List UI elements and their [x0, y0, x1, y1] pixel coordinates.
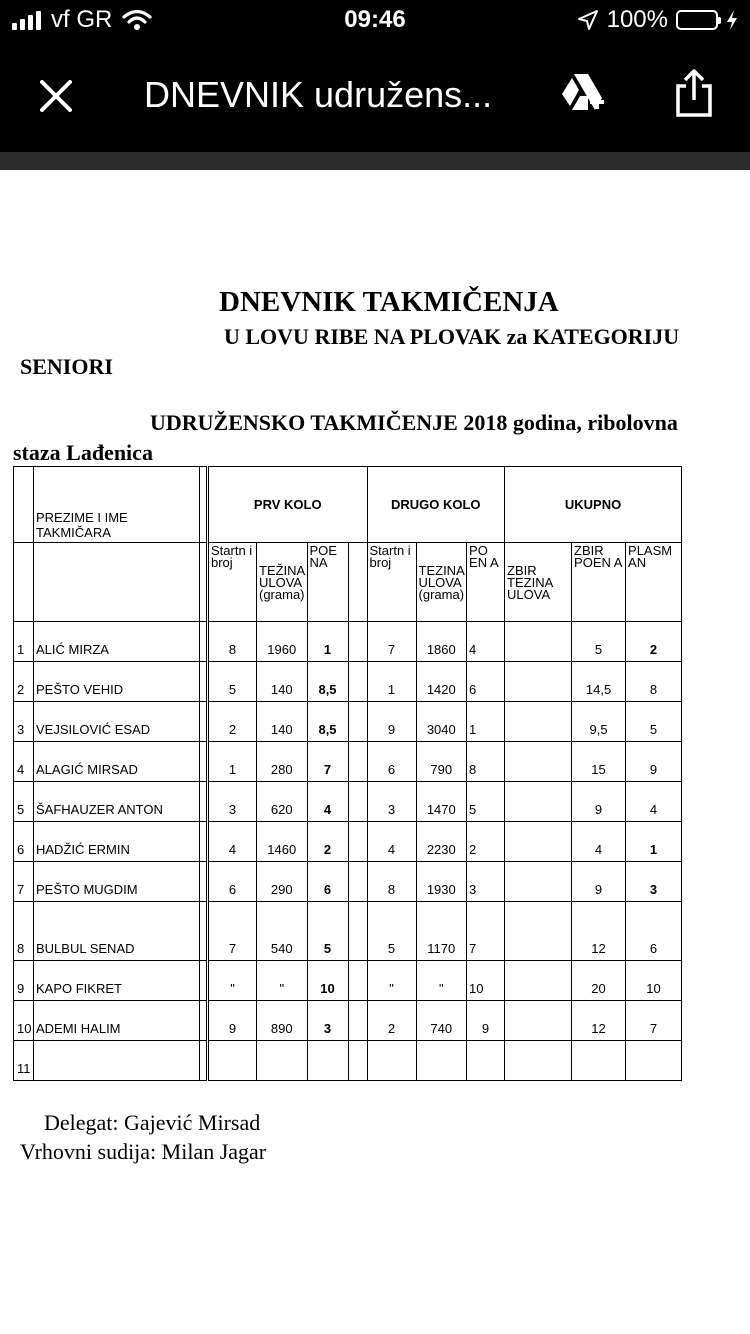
header-cell [200, 467, 208, 543]
catch-weight-2: 740 [416, 1001, 467, 1041]
competitor-name: ALAGIĆ MIRSAD [34, 742, 200, 782]
top-bar [0, 0, 750, 152]
total-points: 9 [572, 782, 626, 822]
placement: 9 [626, 742, 682, 782]
doc-subtitle: U LOVU RIBE NA PLOVAK za KATEGORIJU [224, 324, 680, 349]
total-weight [505, 961, 572, 1001]
catch-weight-1: 140 [257, 702, 308, 742]
placement: 4 [626, 782, 682, 822]
points-1: 1 [307, 622, 348, 662]
start-number-1 [208, 1041, 257, 1081]
table-group-header-row [14, 467, 682, 543]
spacer-cell [348, 782, 367, 822]
catch-weight-2: 1170 [416, 902, 467, 961]
viewer-divider [0, 152, 750, 170]
spacer-cell [348, 662, 367, 702]
table-row [14, 702, 682, 742]
total-weight [505, 1041, 572, 1081]
spacer-cell [348, 902, 367, 961]
spacer-cell [348, 1001, 367, 1041]
catch-weight-1: 890 [257, 1001, 308, 1041]
footer-judge: Vrhovni sudija: Milan Jagar [20, 1139, 267, 1164]
total-points: 20 [572, 961, 626, 1001]
total-points: 12 [572, 1001, 626, 1041]
add-to-drive-icon[interactable] [558, 72, 606, 118]
document-page [0, 170, 750, 1334]
doc-event-line1: UDRUŽENSKO TAKMIČENJE 2018 godina, ribolovna [150, 410, 678, 435]
location-arrow-icon [577, 9, 599, 31]
table-row [14, 782, 682, 822]
points-2: 5 [467, 782, 505, 822]
total-weight [505, 742, 572, 782]
close-icon[interactable] [38, 78, 74, 114]
competitor-name [34, 1041, 200, 1081]
points-2: 3 [467, 862, 505, 902]
battery-icon [676, 10, 718, 30]
doc-title: DNEVNIK TAKMIČENJA [219, 286, 559, 318]
catch-weight-2: 1930 [416, 862, 467, 902]
placement: 8 [626, 662, 682, 702]
start-number-1: 8 [208, 622, 257, 662]
placement-header: PLASM AN [626, 543, 682, 622]
start-number-1: 5 [208, 662, 257, 702]
table-row [14, 902, 682, 961]
competitor-name: VEJSILOVIĆ ESAD [34, 702, 200, 742]
total-points: 5 [572, 622, 626, 662]
competitor-name: ALIĆ MIRZA [34, 622, 200, 662]
start-number-1: " [208, 961, 257, 1001]
start-number-2: 3 [367, 782, 416, 822]
doc-category: SENIORI [20, 354, 113, 379]
start-number-2: 7 [367, 622, 416, 662]
spacer-cell [348, 622, 367, 662]
points-1: 5 [307, 902, 348, 961]
weight-header-1: TEŽINA ULOVA (grama) [257, 543, 308, 622]
placement: 6 [626, 902, 682, 961]
competitor-name: BULBUL SENAD [34, 902, 200, 961]
total-weight [505, 902, 572, 961]
status-right [577, 6, 738, 34]
placement: 5 [626, 702, 682, 742]
competitor-name: PEŠTO MUGDIM [34, 862, 200, 902]
charging-bolt-icon [726, 9, 738, 31]
total-weight [505, 662, 572, 702]
start-number-2: 1 [367, 662, 416, 702]
points-1 [307, 1041, 348, 1081]
battery-percent: 100% [606, 6, 668, 33]
catch-weight-1 [257, 1041, 308, 1081]
catch-weight-1: 540 [257, 902, 308, 961]
points-2 [467, 1041, 505, 1081]
total-weight-header: ZBIR TEZINA ULOVA [505, 543, 572, 622]
points-header-2: PO EN A [467, 543, 505, 622]
results-table [13, 466, 682, 1081]
catch-weight-2: 1860 [416, 622, 467, 662]
table-subheader-row [14, 543, 682, 622]
spacer-cell [348, 961, 367, 1001]
row-index: 9 [14, 961, 34, 1001]
points-2: 9 [467, 1001, 505, 1041]
table-row [14, 862, 682, 902]
points-1: 10 [307, 961, 348, 1001]
spacer-cell [348, 702, 367, 742]
catch-weight-1: 620 [257, 782, 308, 822]
competitor-name: HADŽIĆ ERMIN [34, 822, 200, 862]
table-row [14, 622, 682, 662]
header-cell [34, 543, 200, 622]
name-column-header: PREZIME I IME TAKMIČARA [34, 467, 200, 543]
spacer-cell [348, 862, 367, 902]
status-bar [0, 0, 750, 40]
points-1: 8,5 [307, 702, 348, 742]
spacer-cell [200, 742, 208, 782]
table-row [14, 822, 682, 862]
clock: 09:46 [344, 6, 406, 33]
catch-weight-2: 3040 [416, 702, 467, 742]
catch-weight-1: 280 [257, 742, 308, 782]
competitor-name: KAPO FIKRET [34, 961, 200, 1001]
row-index: 4 [14, 742, 34, 782]
catch-weight-2: 1420 [416, 662, 467, 702]
placement: 3 [626, 862, 682, 902]
start-number-2: 6 [367, 742, 416, 782]
document-title: DNEVNIK udružens... [144, 74, 493, 115]
spacer-cell [348, 742, 367, 782]
total-weight [505, 702, 572, 742]
row-index: 10 [14, 1001, 34, 1041]
spacer-cell [348, 1041, 367, 1081]
placement: 1 [626, 822, 682, 862]
placement: 10 [626, 961, 682, 1001]
round1-header: PRV KOLO [208, 467, 368, 543]
row-index: 2 [14, 662, 34, 702]
total-points: 9,5 [572, 702, 626, 742]
start-number-2 [367, 1041, 416, 1081]
points-1: 2 [307, 822, 348, 862]
total-weight [505, 622, 572, 662]
table-row [14, 1041, 682, 1081]
table-row [14, 742, 682, 782]
points-2: 2 [467, 822, 505, 862]
spacer-cell [200, 1041, 208, 1081]
total-weight [505, 1001, 572, 1041]
start-number-1: 3 [208, 782, 257, 822]
total-points [572, 1041, 626, 1081]
start-number-2: " [367, 961, 416, 1001]
row-index: 11 [14, 1041, 34, 1081]
competitor-name: PEŠTO VEHID [34, 662, 200, 702]
total-points: 12 [572, 902, 626, 961]
spacer-cell [200, 862, 208, 902]
catch-weight-2: 2230 [416, 822, 467, 862]
points-2: 6 [467, 662, 505, 702]
start-number-1: 2 [208, 702, 257, 742]
footer-delegate: Delegat: Gajević Mirsad [44, 1110, 261, 1135]
row-index: 3 [14, 702, 34, 742]
total-header: UKUPNO [505, 467, 682, 543]
start-number-header-2: Startn i broj [367, 543, 416, 622]
total-weight [505, 822, 572, 862]
placement [626, 1041, 682, 1081]
table-row [14, 961, 682, 1001]
spacer-cell [200, 902, 208, 961]
competitor-name: ŠAFHAUZER ANTON [34, 782, 200, 822]
total-points: 9 [572, 862, 626, 902]
total-weight [505, 782, 572, 822]
catch-weight-1: 1960 [257, 622, 308, 662]
catch-weight-1: 1460 [257, 822, 308, 862]
catch-weight-2: 790 [416, 742, 467, 782]
start-number-1: 4 [208, 822, 257, 862]
catch-weight-2: 1470 [416, 782, 467, 822]
points-2: 7 [467, 902, 505, 961]
total-points-header: ZBIR POEN A [572, 543, 626, 622]
header-cell [200, 543, 208, 622]
start-number-2: 4 [367, 822, 416, 862]
start-number-2: 2 [367, 1001, 416, 1041]
start-number-1: 1 [208, 742, 257, 782]
catch-weight-1: 290 [257, 862, 308, 902]
points-1: 4 [307, 782, 348, 822]
share-icon[interactable] [674, 68, 714, 118]
total-points: 14,5 [572, 662, 626, 702]
points-1: 8,5 [307, 662, 348, 702]
table-row [14, 662, 682, 702]
header-cell [14, 543, 34, 622]
spacer-cell [200, 1001, 208, 1041]
start-number-header-1: Startn i broj [208, 543, 257, 622]
spacer-cell [200, 822, 208, 862]
points-1: 7 [307, 742, 348, 782]
row-index: 8 [14, 902, 34, 961]
points-2: 10 [467, 961, 505, 1001]
catch-weight-2 [416, 1041, 467, 1081]
catch-weight-1: " [257, 961, 308, 1001]
carrier-label: vf GR [51, 6, 113, 33]
catch-weight-2: " [416, 961, 467, 1001]
start-number-1: 6 [208, 862, 257, 902]
start-number-1: 7 [208, 902, 257, 961]
start-number-2: 9 [367, 702, 416, 742]
start-number-2: 8 [367, 862, 416, 902]
total-weight [505, 862, 572, 902]
points-header-1: POE NA [307, 543, 348, 622]
doc-event-line2: staza Lađenica [13, 440, 153, 465]
round2-header: DRUGO KOLO [367, 467, 505, 543]
header-cell [14, 467, 34, 543]
row-index: 5 [14, 782, 34, 822]
total-points: 4 [572, 822, 626, 862]
points-1: 3 [307, 1001, 348, 1041]
spacer-cell [200, 782, 208, 822]
competitor-name: ADEMI HALIM [34, 1001, 200, 1041]
spacer-cell [200, 702, 208, 742]
catch-weight-1: 140 [257, 662, 308, 702]
total-points: 15 [572, 742, 626, 782]
spacer-cell [348, 822, 367, 862]
viewer-header [0, 58, 750, 138]
header-cell [348, 543, 367, 622]
points-2: 8 [467, 742, 505, 782]
spacer-cell [200, 622, 208, 662]
weight-header-2: TEZINA ULOVA (grama) [416, 543, 467, 622]
points-1: 6 [307, 862, 348, 902]
row-index: 7 [14, 862, 34, 902]
placement: 2 [626, 622, 682, 662]
spacer-cell [200, 961, 208, 1001]
row-index: 1 [14, 622, 34, 662]
points-2: 1 [467, 702, 505, 742]
table-row [14, 1001, 682, 1041]
start-number-2: 5 [367, 902, 416, 961]
points-2: 4 [467, 622, 505, 662]
spacer-cell [200, 662, 208, 702]
placement: 7 [626, 1001, 682, 1041]
row-index: 6 [14, 822, 34, 862]
start-number-1: 9 [208, 1001, 257, 1041]
